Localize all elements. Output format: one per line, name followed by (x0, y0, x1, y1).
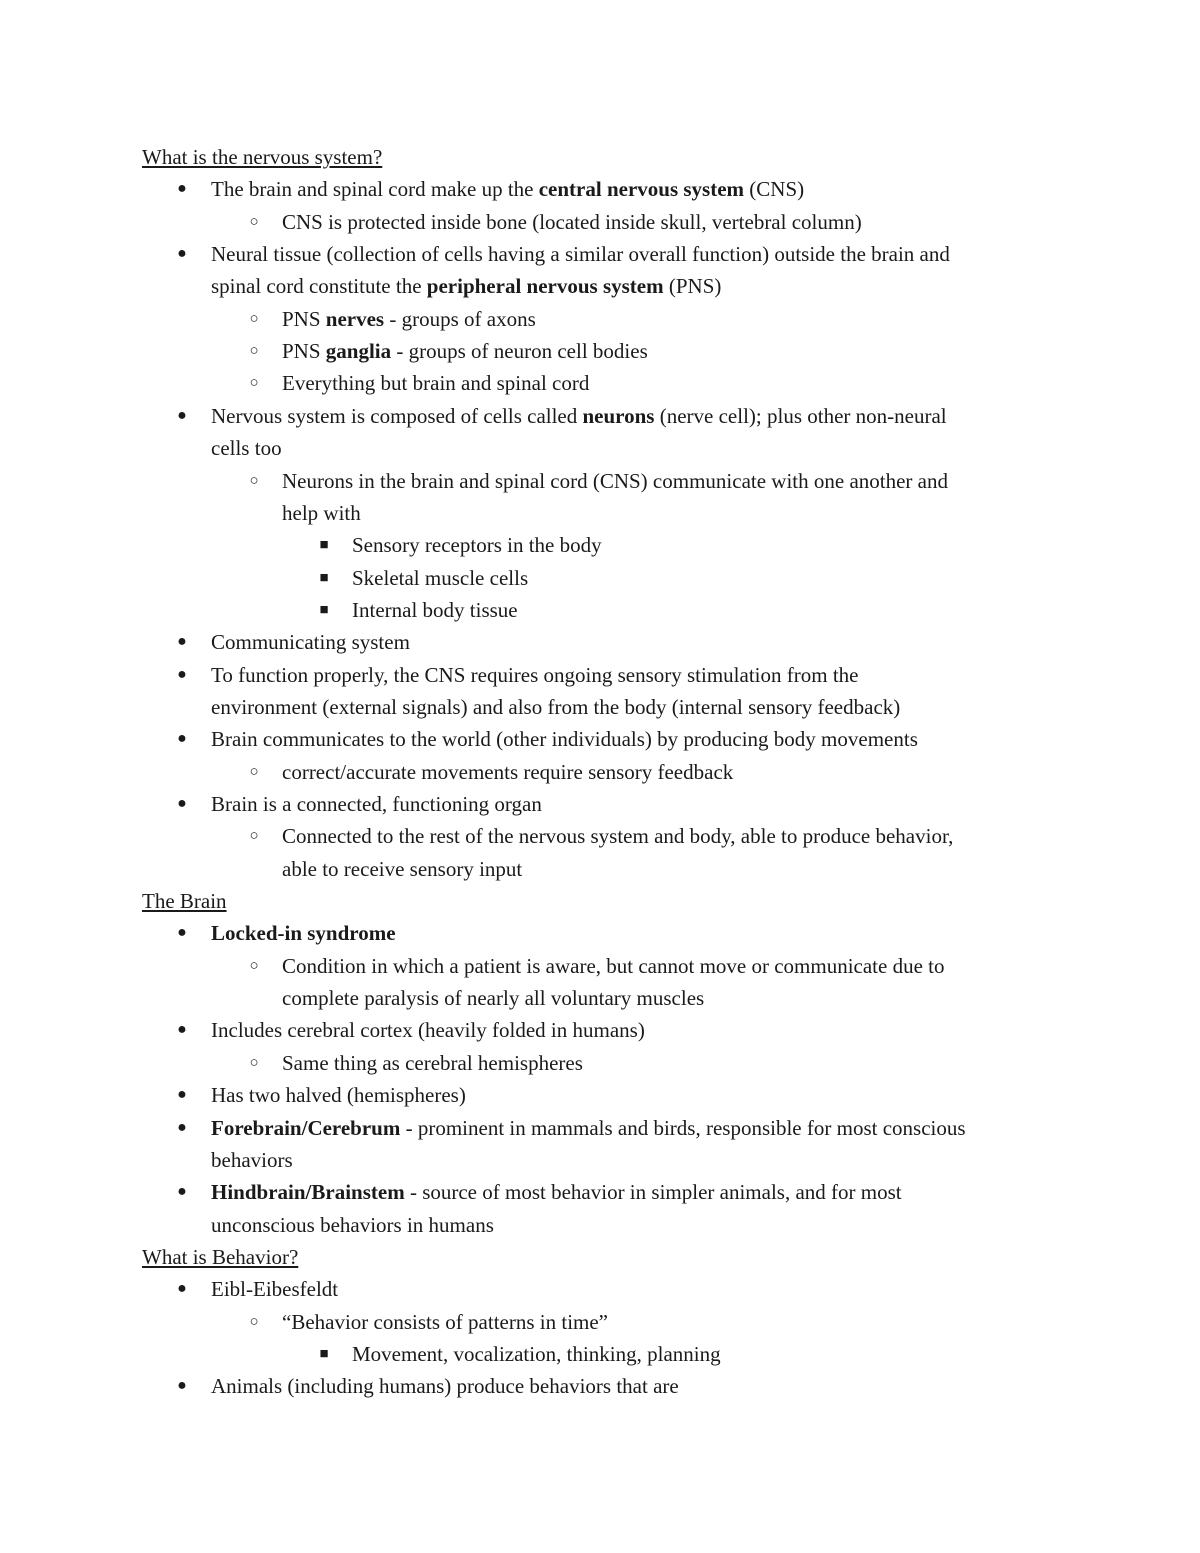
bullet-square-icon: ■ (319, 1345, 329, 1362)
bullet-disc-icon: ● (177, 924, 187, 942)
list-item-text (282, 1306, 608, 1338)
bullet-circle-icon: ○ (249, 472, 259, 489)
list-item-text (352, 562, 528, 594)
section-heading: The Brain (142, 889, 227, 914)
text-run: behaviors (211, 1147, 293, 1172)
text-run: Has two halved (hemispheres) (211, 1083, 466, 1108)
list-item-text (211, 270, 721, 302)
text-run: Neurons in the brain and spinal cord (CNS) communicate with one another and (282, 468, 948, 493)
bullet-disc-icon: ● (177, 245, 187, 263)
list-item-text (282, 465, 948, 497)
bullet-circle-icon: ○ (249, 957, 259, 974)
bullet-disc-icon: ● (177, 406, 187, 424)
list-item-text (211, 238, 950, 270)
text-run: Brain is a connected, functioning organ (211, 792, 542, 816)
list-item-text (211, 1079, 466, 1111)
text-run: help with (282, 500, 361, 525)
list-item-text (211, 788, 542, 820)
bullet-circle-icon: ○ (249, 375, 259, 392)
text-run: correct/accurate movements require sensory feedback (282, 759, 734, 784)
bullet-circle-icon: ○ (249, 310, 259, 327)
bullet-disc-icon: ● (177, 1118, 187, 1136)
text-run: complete paralysis of nearly all voluntary muscles (282, 986, 705, 1011)
text-run: Eibl-Eibesfeldt (211, 1277, 339, 1302)
list-item-text (211, 432, 282, 464)
text-run: PNS (282, 339, 326, 364)
list-item-text (211, 1144, 293, 1176)
text-run: Skeletal muscle cells (352, 565, 529, 590)
text-run: unconscious behaviors in humans (211, 1212, 494, 1237)
text-run: - prominent in mammals and birds, responsible for most conscious (400, 1115, 966, 1140)
bold-term: central nervous system (538, 177, 745, 202)
text-run: (nerve cell); plus other non-neural (654, 403, 947, 428)
list-item-text (282, 820, 953, 852)
text-run: (PNS) (663, 274, 722, 299)
bullet-disc-icon: ● (177, 795, 187, 812)
bullet-circle-icon: ○ (249, 1054, 259, 1071)
bold-term: Hindbrain/Brainstem (211, 1180, 405, 1205)
text-run: - groups of neuron cell bodies (391, 339, 648, 364)
list-item-text (282, 853, 522, 885)
bullet-disc-icon: ● (177, 730, 187, 748)
text-run: (CNS) (744, 177, 805, 202)
list-item-text (282, 1047, 583, 1079)
text-run: Connected to the rest of the nervous system and body, able to produce behavior, (282, 824, 954, 849)
section-heading: What is the nervous system? (142, 145, 383, 169)
list-item-text (352, 594, 518, 626)
section-heading: What is Behavior? (142, 1244, 299, 1269)
text-run: - groups of axons (384, 306, 536, 331)
list-item-text (282, 756, 733, 788)
list-item-text (211, 1273, 338, 1305)
list-item-text (211, 1209, 494, 1241)
text-run: environment (external signals) and also from the body (internal sensory feedback) (211, 694, 901, 719)
bullet-circle-icon: ○ (249, 828, 259, 845)
text-run: Communicating system (211, 630, 410, 655)
list-item-text (352, 529, 602, 561)
list-item-text (211, 173, 804, 205)
bullet-circle-icon: ○ (249, 213, 259, 230)
bullet-square-icon: ■ (319, 569, 329, 586)
bullet-square-icon: ■ (319, 537, 329, 554)
text-run: The brain and spinal cord make up the (211, 177, 539, 202)
text-run: Animals (including humans) produce behaviors that are (211, 1374, 679, 1399)
list-item-text (211, 1014, 645, 1046)
list-item-text (211, 626, 410, 658)
bullet-disc-icon: ● (177, 1377, 187, 1395)
list-item-text (211, 691, 900, 723)
text-run: Condition in which a patient is aware, but cannot move or communicate due to (282, 953, 945, 978)
bullet-square-icon: ■ (319, 601, 329, 618)
text-run: Neural tissue (collection of cells having a similar overall function) outside the brain and (211, 242, 950, 267)
bullet-disc-icon: ● (177, 633, 187, 651)
list-item-text (282, 206, 862, 238)
list-item-text (211, 723, 918, 755)
bullet-disc-icon: ● (177, 1183, 187, 1201)
bullet-disc-icon: ● (177, 1280, 187, 1298)
list-item-text (211, 1112, 966, 1144)
text-run: Movement, vocalization, thinking, planning (352, 1341, 721, 1366)
bold-term: nerves (325, 306, 385, 331)
list-item-text (211, 917, 396, 949)
bold-term: neurons (582, 403, 655, 428)
list-item-text (282, 497, 361, 529)
bullet-disc-icon: ● (177, 180, 187, 198)
text-run: cells too (211, 436, 282, 461)
text-run: Sensory receptors in the body (352, 533, 602, 558)
list-item-text (211, 659, 858, 691)
text-run: CNS is protected inside bone (located inside skull, vertebral column) (282, 209, 862, 234)
text-run: Includes cerebral cortex (heavily folded in humans) (211, 1018, 645, 1043)
list-item-text (282, 335, 648, 367)
list-item-text (211, 1176, 902, 1208)
list-item-text (352, 1338, 721, 1370)
list-item-text (282, 303, 536, 335)
text-run: PNS (282, 306, 326, 331)
text-run: Nervous system is composed of cells called (211, 403, 583, 428)
list-item-text (211, 400, 947, 432)
bullet-circle-icon: ○ (249, 1313, 259, 1330)
bullet-disc-icon: ● (177, 1086, 187, 1104)
list-item-text (211, 1370, 679, 1402)
list-item-text (282, 982, 704, 1014)
text-run: able to receive sensory input (282, 856, 523, 881)
text-run: Internal body tissue (352, 597, 518, 622)
bold-term: ganglia (325, 339, 392, 364)
bold-term: peripheral nervous system (426, 274, 664, 299)
bold-term: Forebrain/Cerebrum (211, 1115, 401, 1140)
list-item-text (282, 950, 945, 982)
bullet-disc-icon: ● (177, 1021, 187, 1039)
list-item-text (282, 367, 589, 399)
text-run: To function properly, the CNS requires ongoing sensory stimulation from the (211, 662, 859, 687)
bullet-circle-icon: ○ (249, 763, 259, 780)
text-run: Brain communicates to the world (other individuals) by producing body movements (211, 727, 918, 752)
bold-term: Locked-in syndrome (211, 921, 396, 946)
bullet-circle-icon: ○ (249, 343, 259, 360)
text-run: Same thing as cerebral hemispheres (282, 1050, 583, 1075)
bullet-disc-icon: ● (177, 665, 187, 683)
text-run: Everything but brain and spinal cord (282, 371, 590, 396)
text-run: “Behavior consists of patterns in time” (282, 1309, 609, 1334)
text-run: - source of most behavior in simpler animals, and for most (404, 1180, 902, 1205)
text-run: spinal cord constitute the (211, 274, 427, 299)
